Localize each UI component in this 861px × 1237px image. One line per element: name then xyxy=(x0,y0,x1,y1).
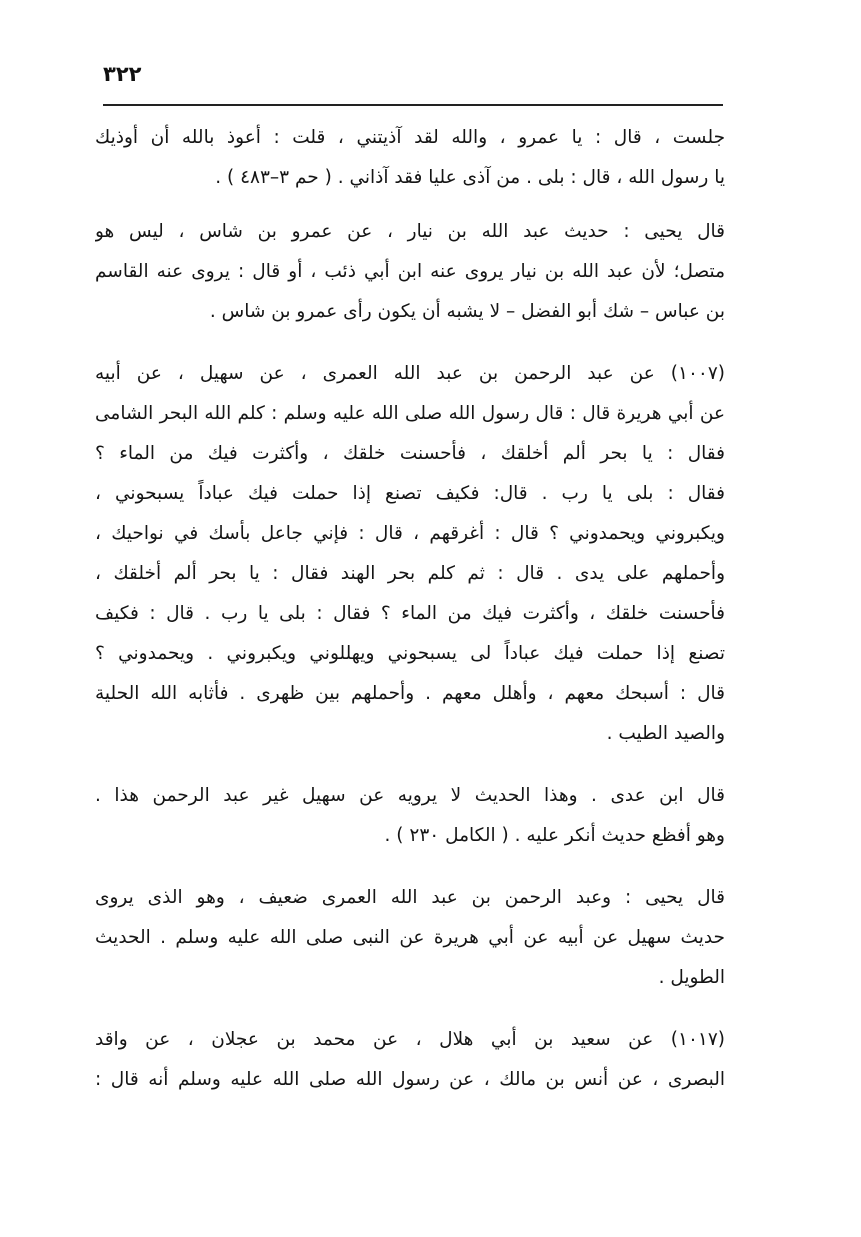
paragraph-2 xyxy=(95,212,725,332)
text-line: تصنع إذا حملت فيك عباداً لى يسبحوني ويهللوني ويكبروني . ويحمدوني ؟ xyxy=(95,643,725,664)
text-line: متصل؛ لأن عبد الله بن نيار يروى عنه ابن أبي ذئب ، أو قال : يروى عنه القاسم xyxy=(95,261,725,282)
text-line: جلست ، قال : يا عمرو ، والله لقد آذيتني ، قلت : أعوذ بالله أن أوذيك xyxy=(95,127,725,148)
text-line: يا رسول الله ، قال : بلى . من آذى عليا فقد آذاني . ( حم ٣–٤٨٣ ) . xyxy=(215,167,725,188)
paragraph-4 xyxy=(95,776,725,856)
text-line: قال : أسبحك معهم ، وأهلل معهم . وأحملهم بين ظهرى . فأثابه الله الحلية xyxy=(95,683,725,704)
header-rule xyxy=(103,104,723,106)
text-line: قال يحيى : وعبد الرحمن بن عبد الله العمرى ضعيف ، وهو الذى يروى xyxy=(95,887,725,908)
text-line: قال يحيى : حديث عبد الله بن نيار ، عن عمرو بن شاس ، ليس هو xyxy=(95,221,725,242)
text-line: (١٠١٧) عن سعيد بن أبي هلال ، عن محمد بن عجلان ، عن واقد xyxy=(95,1029,725,1050)
text-line: حديث سهيل عن أبيه عن أبي هريرة عن النبى صلى الله عليه وسلم . الحديث xyxy=(95,927,725,948)
text-line: قال ابن عدى . وهذا الحديث لا يرويه عن سهيل غير عبد الرحمن هذا . xyxy=(95,785,725,806)
text-line: البصرى ، عن أنس بن مالك ، عن رسول الله صلى الله عليه وسلم أنه قال : xyxy=(95,1069,725,1090)
paragraph-1 xyxy=(95,118,725,198)
text-line: وهو أفظع حديث أنكر عليه . ( الكامل ٢٣٠ ) . xyxy=(384,825,725,846)
page-number: ٣٢٢ xyxy=(103,62,142,86)
text-line: فقال : يا بحر ألم أخلقك ، فأحسنت خلقك ، وأكثرت فيك من الماء ؟ xyxy=(95,443,725,464)
paragraph-6 xyxy=(95,1020,725,1100)
text-line: وأحملهم على يدى . قال : ثم كلم بحر الهند فقال : يا بحر ألم أخلقك ، xyxy=(95,563,725,584)
text-line: ويكبروني ويحمدوني ؟ قال : أغرقهم ، قال : فإني جاعل بأسك في نواحيك ، xyxy=(95,523,725,544)
text-line: فقال : بلى يا رب . قال: فكيف تصنع إذا حملت فيك عباداً يسبحوني ، xyxy=(95,483,725,504)
paragraph-3 xyxy=(95,354,725,754)
text-line: والصيد الطيب . xyxy=(606,723,725,744)
text-line: (١٠٠٧) عن عبد الرحمن بن عبد الله العمرى ، عن سهيل ، عن أبيه xyxy=(95,363,725,384)
paragraph-5 xyxy=(95,878,725,998)
text-line: بن عباس – شك أبو الفضل – لا يشبه أن يكون رأى عمرو بن شاس . xyxy=(209,301,725,322)
text-line: فأحسنت خلقك ، وأكثرت فيك من الماء ؟ فقال : بلى يا رب . قال : فكيف xyxy=(95,603,725,624)
text-line: عن أبي هريرة قال : قال رسول الله صلى الله عليه وسلم : كلم الله البحر الشامى xyxy=(95,403,725,424)
text-line: الطويل . xyxy=(658,967,725,988)
page-body xyxy=(95,118,725,1100)
